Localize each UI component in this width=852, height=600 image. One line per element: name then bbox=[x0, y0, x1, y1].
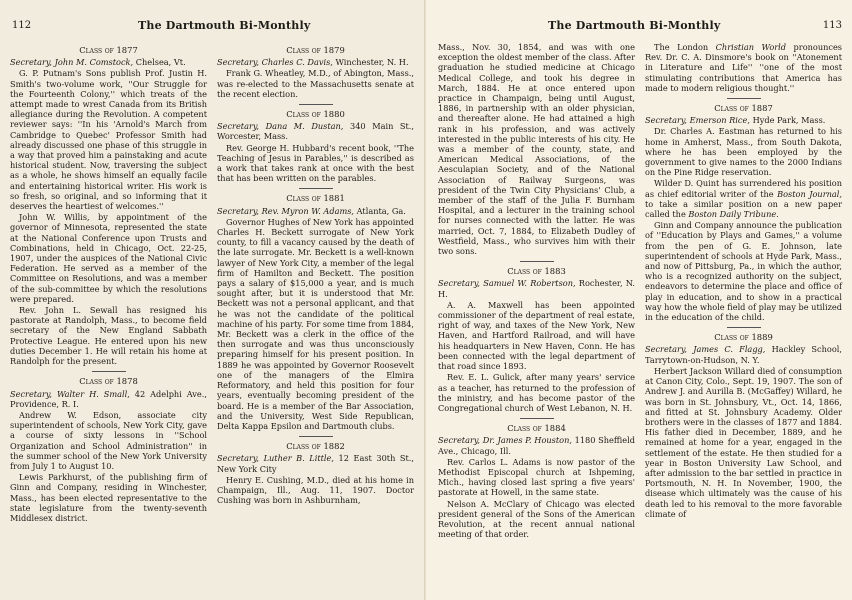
text-columns bbox=[438, 42, 842, 540]
running-title: The Dartmouth Bi-Monthly bbox=[548, 19, 721, 32]
class-heading: Class of 1883 bbox=[507, 266, 566, 277]
class-secretary: Secretary, James C. Flagg, Hackley School, Tarrytown-on-Hudson, N. Y. bbox=[645, 344, 842, 365]
paragraph: Wilder D. Quint has surrendered his position as chief editorial writer of the Boston Journal, to take a similar position on a new paper called the Boston Daily Tribune. bbox=[645, 178, 842, 220]
running-title: The Dartmouth Bi-Monthly bbox=[138, 19, 311, 32]
right-page bbox=[426, 0, 852, 600]
divider bbox=[299, 104, 333, 105]
paragraph: Henry E. Cushing, M.D., died at his home in Champaign, Ill., Aug. 11, 1907. Doctor Cushing was born in Ashburnham, bbox=[217, 474, 414, 506]
class-secretary: Secretary, John M. Comstock, Chelsea, Vt. bbox=[10, 57, 186, 68]
page-header bbox=[438, 20, 842, 36]
class-heading: Class of 1889 bbox=[714, 332, 773, 343]
paragraph: John W. Willis, by appointment of the governor of Minnesota, represented the state at the National Conference upon Trusts and Combinations, held in Chicago, Oct. 22-25, 1907, under the auspices of the National Civic Federation. He served as a member of the Committee on Resolutions, and was a member of the sub-committee by which the resolutions were prepared. bbox=[10, 212, 207, 304]
class-secretary: Secretary, Rev. Myron W. Adams, Atlanta, Ga. bbox=[217, 205, 406, 216]
text-columns bbox=[10, 42, 414, 524]
class-heading: Class of 1882 bbox=[286, 441, 345, 452]
column bbox=[217, 42, 414, 524]
paragraph: Rev. John L. Sewall has resigned his pastorate at Randolph, Mass., to become field secretary of the New England Sabbath Protective League. He entered upon his new duties December 1. He will retain his home at Randolph for the present. bbox=[10, 305, 207, 367]
column bbox=[438, 42, 635, 540]
paragraph: Rev. E. L. Gulick, after many years' service as a teacher, has returned to the profession of the ministry, and has become pastor of the Congregational church of West Lebanon, N. H. bbox=[438, 372, 635, 413]
class-heading: Class of 1881 bbox=[286, 193, 345, 204]
page-number: 112 bbox=[12, 20, 32, 31]
class-secretary: Secretary, Walter H. Small, 42 Adelphi Ave., Providence, R. I. bbox=[10, 388, 207, 409]
page-header bbox=[10, 20, 414, 36]
paragraph: Rev. Carlos L. Adams is now pastor of the Methodist Episcopal church at Ishpeming, Mich., having closed last spring a five years' pastorate at Howell, in the same state. bbox=[438, 456, 635, 498]
divider bbox=[520, 261, 554, 262]
class-secretary: Secretary, Dana M. Dustan, 340 Main St., Worcester, Mass. bbox=[217, 121, 415, 142]
class-secretary: Secretary, Emerson Rice, Hyde Park, Mass. bbox=[645, 115, 826, 126]
class-heading: Class of 1877 bbox=[79, 45, 138, 55]
class-heading: Class of 1878 bbox=[79, 376, 138, 387]
paragraph: Rev. George H. Hubbard's recent book, ''The Teaching of Jesus in Parables,'' is described as a work that takes rank at once with the best that has been written on the parables. bbox=[217, 142, 414, 184]
paragraph: Nelson A. McClary of Chicago was elected president general of the Sons of the American Revolution, at the recent annual national meeting of that order. bbox=[438, 498, 635, 540]
class-secretary: Secretary, Charles C. Davis, Winchester, N. H. bbox=[217, 57, 409, 68]
divider bbox=[299, 188, 333, 189]
paragraph: Herbert Jackson Willard died of consumption at Canon City, Colo., Sept. 19, 1907. The son of Andrew J. and Aurilla B. (McGaffey) Willard, he was born in St. Johnsbury, Vt., Oct. 14, 1866, and fitted at St. Johnsbury Academy. Older brothers were in the classes of 1877 and 1884. His father died in December, 1889, and he remained at home for a year, engaged in the settlement of the estate. He then studied for a year in Boston University Law School, and after admission to the bar settled in practice in Portsmouth, N. H. In November, 1900, the disease which ultimately was the cause of his death led to his removal to the more favorable climate of bbox=[645, 365, 842, 519]
class-heading: Class of 1884 bbox=[507, 423, 566, 434]
paragraph: Lewis Parkhurst, of the publishing firm of Ginn and Company, residing in Winchester, Mass., has been elected representative to the state legislature from the twenty-seventh Middlesex district. bbox=[10, 472, 207, 523]
column bbox=[10, 42, 207, 524]
divider bbox=[727, 327, 761, 328]
page-number: 113 bbox=[822, 20, 842, 31]
class-heading: Class of 1887 bbox=[714, 103, 773, 114]
paragraph: Governor Hughes of New York has appointed Charles H. Beckett surrogate of New York county, to fill a vacancy caused by the death of the late surrogate. Mr. Beckett is a well-known lawyer of New York City, a member of the legal firm of Hamilton and Beckett. The position pays a salary of $15,000 a year, and is much sought after, but it is understood that Mr. Beckett was not a personal applicant, and that he was not the candidate of the political machine of his party. For some time from 1884, Mr. Beckett was a clerk in the office of the then surrogate and was thus unconsciously preparing himself for his present position. In 1889 he was appointed by Governor Roosevelt one of the managers of the Elmira Reformatory, and held this position for four years, eventually becoming president of the board. He is a member of the Bar Association, and the University, West Side Republican, Delta Kappa Epsilon and Dartmouth clubs. bbox=[217, 216, 414, 431]
column bbox=[645, 42, 842, 540]
paragraph: Mass., Nov. 30, 1854, and was with one exception the oldest member of the class. After graduation he studied medicine at Chicago Medical College, and took his degree in March, 1884. He at once entered upon practice in Champaign, being until August, 1886, in partnership with an older physician, and thereafter alone. He had attained a high rank in his profession, and was actively interested in the public interests of his city. He was a member of the county, state, and American Medical Associations, of the Aesculapian Society, and of the National Association of Railway Surgeons, was president of the Twin City Physicians' Club, a member of the staff of the Julia F. Burnham Hospital, and a lecturer in the training school for nurses connected with the latter. He was married, Oct. 7, 1884, to Elizabeth Dudley of Westfield, Mass., who survives him with their two sons. bbox=[438, 42, 635, 257]
paragraph: G. P. Putnam's Sons publish Prof. Justin H. Smith's two-volume work, ''Our Struggle for the Fourteenth Colony,'' which treats of the attempt made to wrest Canada from its British allegiance during the Revolution. A competent reviewer says: ''In his 'Arnold's March from Cambridge to Quebec' Professor Smith had already discussed one phase of this struggle in a way that proved him a painstaking and acute historical student. Now, traversing the subject as a whole, he shows himself an equally facile and entertaining historical writer. His work is so fresh, so original, and so informing that it deserves the heartiest of welcomes.'' bbox=[10, 68, 207, 212]
paragraph: A. A. Maxwell has been appointed commissioner of the department of real estate, right of way, and taxes of the New York, New Haven, and Hartford Railroad, and will have his headquarters in New Haven, Conn. He has been connected with the legal department of that road since 1893. bbox=[438, 299, 635, 372]
paragraph: The London Christian World pronounces Rev. Dr. C. A. Dinsmore's book on ''Atonement in Literature and Life'' ''one of the most stimulating contributions that America has made to modern religious thought.'' bbox=[645, 42, 843, 93]
paragraph: Frank G. Wheatley, M.D., of Abington, Mass., was re-elected to the Massachusetts senate at the recent election. bbox=[217, 68, 414, 99]
class-secretary: Secretary, Dr. James P. Houston, 1180 Sheffield Ave., Chicago, Ill. bbox=[438, 435, 635, 456]
divider bbox=[727, 98, 761, 99]
class-heading: Class of 1880 bbox=[286, 109, 345, 120]
class-heading: Class of 1879 bbox=[286, 45, 345, 55]
paragraph: Andrew W. Edson, associate city superintendent of schools, New York City, gave a course of sixty lessons in ''School Organization and School Administration'' in the summer school of the New York University from July 1 to August 10. bbox=[10, 409, 207, 471]
class-secretary: Secretary, Samuel W. Robertson, Rochester, N. H. bbox=[438, 278, 635, 299]
paragraph: Ginn and Company announce the publication of ''Education by Plays and Games,'' a volume from the pen of G. E. Johnson, late superintendent of schools at Hyde Park, Mass., and now of Pittsburg, Pa., in which the author, who is a recognized authority on the subject, endeavors to determine the place and office of play in education, and to show in a practical way how the whole field of play may be utilized in the education of the child. bbox=[645, 220, 842, 323]
divider bbox=[520, 418, 554, 419]
paragraph: Dr. Charles A. Eastman has returned to his home in Amherst, Mass., from South Dakota, where he has been employed by the government to give names to the 2000 Indians on the Pine Ridge reservation. bbox=[645, 126, 842, 178]
class-secretary: Secretary, Luther B. Little, 12 East 30th St., New York City bbox=[217, 453, 415, 474]
divider bbox=[92, 371, 126, 372]
divider bbox=[299, 436, 333, 437]
